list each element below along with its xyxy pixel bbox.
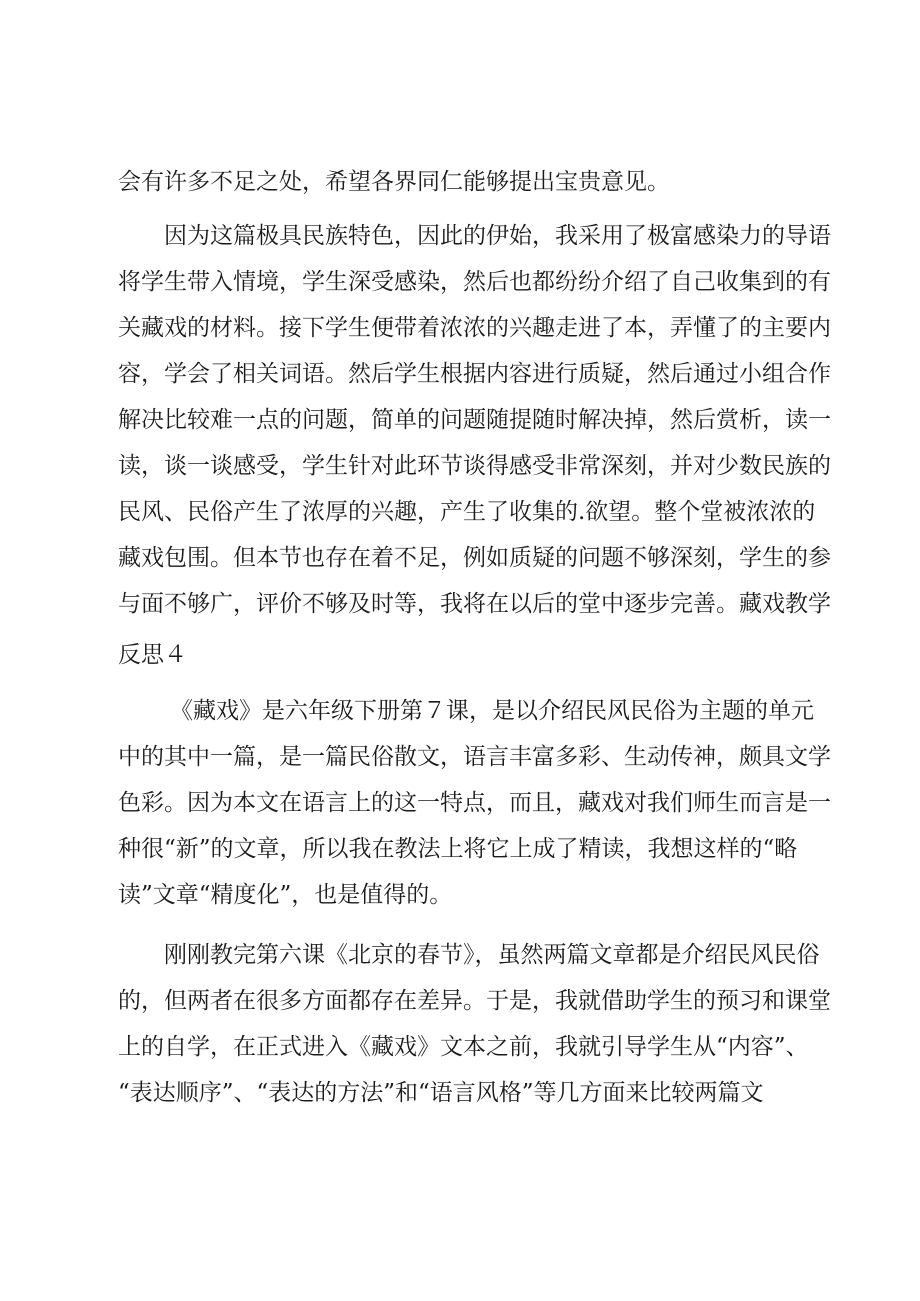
text-line: 因为这篇极具民族特色，因此的伊始，我采用了极富感染力的导语 <box>164 223 831 249</box>
text-line: 反思４ <box>118 642 187 668</box>
text-line: 藏戏包围。但本节也存在着不足，例如质疑的问题不够深刻，学生的参 <box>118 545 831 571</box>
text-line: 色彩。因为本文在语言上的这一特点，而且，藏戏对我们师生而言是一 <box>118 790 831 816</box>
text-line: 上的自学，在正式进入《藏戏》文本之前，我就引导学生从“内容”、 <box>118 1034 809 1060</box>
text-line: 读，谈一谈感受，学生针对此环节谈得感受非常深刻，并对少数民族的 <box>118 453 831 479</box>
text-line: 与面不够广，评价不够及时等，我将在以后的堂中逐步完善。藏戏教学 <box>118 591 831 617</box>
text-line: 中的其中一篇，是一篇民俗散文，语言丰富多彩、生动传神，颇具文学 <box>118 744 831 770</box>
text-line: 读”文章“精度化”，也是值得的。 <box>118 882 453 908</box>
text-line: 关藏戏的材料。接下学生便带着浓浓的兴趣走进了本，弄懂了的主要内 <box>118 315 831 341</box>
text-line: 的，但两者在很多方面都存在差异。于是，我就借助学生的预习和课堂 <box>118 988 831 1014</box>
text-line: 《藏戏》是六年级下册第７课，是以介绍民风民俗为主题的单元 <box>170 698 814 724</box>
text-line: 种很“新”的文章，所以我在教法上将它上成了精读，我想这样的“略 <box>118 836 798 862</box>
text-line: 刚刚教完第六课《北京的春节》，虽然两篇文章都是介绍民风民俗 <box>164 942 820 968</box>
text-line: 会有许多不足之处，希望各界同仁能够提出宝贵意见。 <box>118 169 670 195</box>
text-line: 民风、民俗产生了浓厚的兴趣，产生了收集的.欲望。整个堂被浓浓的 <box>118 499 816 525</box>
text-line: “表达顺序”、“表达的方法”和“语言风格”等几方面来比较两篇文 <box>118 1080 764 1106</box>
text-line: 解决比较难一点的问题，简单的问题随提随时解决掉，然后赏析，读一 <box>118 407 831 433</box>
text-line: 容，学会了相关词语。然后学生根据内容进行质疑，然后通过小组合作 <box>118 361 831 387</box>
text-line: 将学生带入情境，学生深受感染，然后也都纷纷介绍了自己收集到的有 <box>118 269 831 295</box>
